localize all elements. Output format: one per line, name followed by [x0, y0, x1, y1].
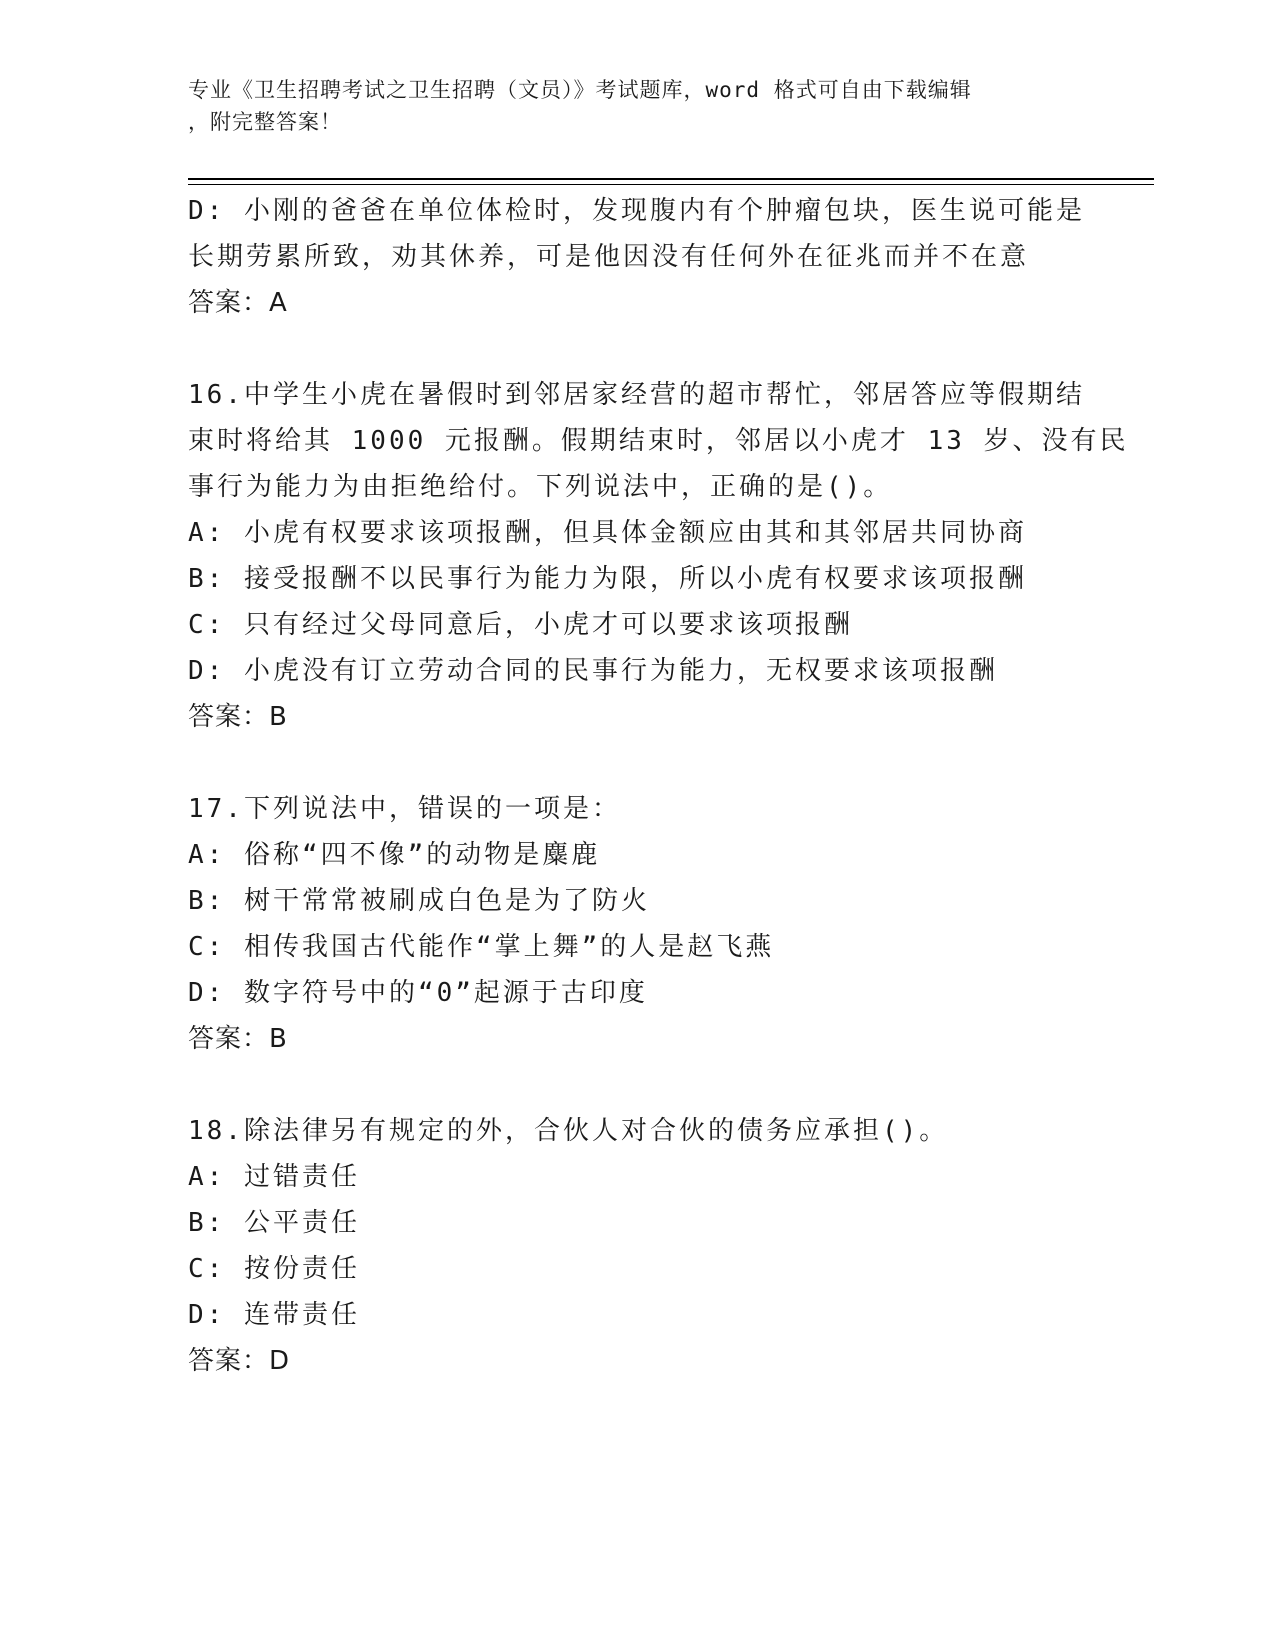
question-16 — [188, 372, 1129, 740]
option-d: D: 连带责任 — [188, 1300, 360, 1330]
question-18 — [188, 1108, 1108, 1384]
question-stem-line-3: 事行为能力为由拒绝给付。下列说法中，正确的是()。 — [188, 472, 893, 502]
answer-label: 答案：B — [188, 702, 288, 732]
option-b: B: 公平责任 — [188, 1208, 360, 1238]
option-b: B: 接受报酬不以民事行为能力为限，所以小虎有权要求该项报酬 — [188, 564, 1027, 594]
option-d: D: 数字符号中的“0”起源于古印度 — [188, 978, 648, 1008]
answer-label: 答案：B — [188, 1024, 288, 1054]
option-c: C: 按份责任 — [188, 1254, 360, 1284]
option-d-line-1: D: 小刚的爸爸在单位体检时，发现腹内有个肿瘤包块，医生说可能是 — [188, 196, 1085, 226]
question-stem: 18.除法律另有规定的外，合伙人对合伙的债务应承担()。 — [188, 1116, 949, 1146]
question-17 — [188, 786, 1108, 1062]
answer-label: 答案：A — [188, 288, 288, 318]
header-line-1: 专业《卫生招聘考试之卫生招聘（文员）》考试题库，word 格式可自由下载编辑 — [188, 78, 972, 102]
option-a: A: 俗称“四不像”的动物是麋鹿 — [188, 840, 601, 870]
spacer — [188, 740, 1108, 786]
header-divider-thick — [188, 178, 1154, 180]
document-header — [188, 74, 1068, 138]
answer-label: 答案：D — [188, 1346, 291, 1376]
option-a: A: 小虎有权要求该项报酬，但具体金额应由其和其邻居共同协商 — [188, 518, 1027, 548]
spacer — [188, 1062, 1108, 1108]
header-line-2: ，附完整答案！ — [188, 110, 342, 134]
option-c: C: 只有经过父母同意后，小虎才可以要求该项报酬 — [188, 610, 853, 640]
option-a: A: 过错责任 — [188, 1162, 360, 1192]
header-divider-thin — [188, 184, 1154, 185]
spacer — [188, 326, 1108, 372]
question-content — [188, 188, 1129, 1384]
option-d: D: 小虎没有订立劳动合同的民事行为能力，无权要求该项报酬 — [188, 656, 998, 686]
question-stem-line-2: 束时将给其 1000 元报酬。假期结束时，邻居以小虎才 13 岁、没有民 — [188, 426, 1129, 456]
question-stem-line-1: 16.中学生小虎在暑假时到邻居家经营的超市帮忙，邻居答应等假期结 — [188, 380, 1085, 410]
question-stem: 17.下列说法中，错误的一项是： — [188, 794, 621, 824]
question-15-tail — [188, 188, 1108, 326]
option-c: C: 相传我国古代能作“掌上舞”的人是赵飞燕 — [188, 932, 775, 962]
option-d-line-2: 长期劳累所致，劝其休养，可是他因没有任何外在征兆而并不在意 — [188, 242, 1030, 272]
option-b: B: 树干常常被刷成白色是为了防火 — [188, 886, 650, 916]
